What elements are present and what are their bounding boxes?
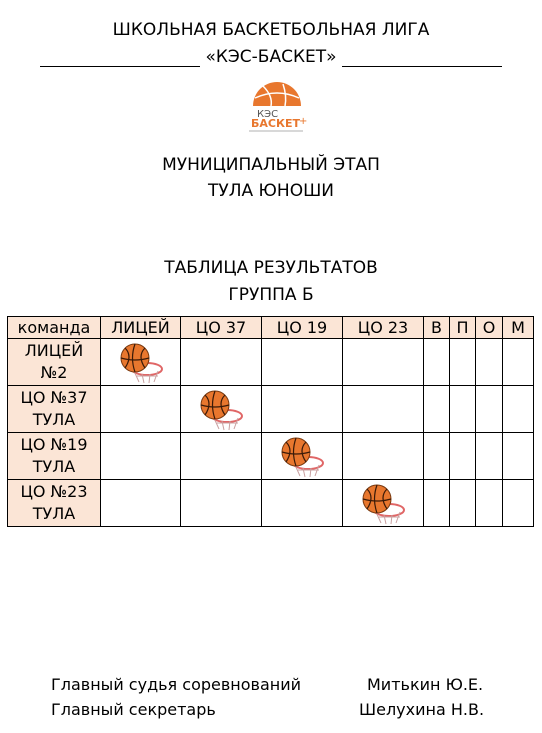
kes-basket-logo — [243, 78, 311, 134]
basketball-hoop-icon — [276, 434, 328, 478]
league-name: «КЭС-БАСКЕТ» — [205, 47, 337, 67]
basketball-hoop-icon — [195, 387, 247, 431]
team-name: ЦО №37 — [20, 388, 88, 407]
header-losses: П — [450, 317, 476, 339]
team-number: №2 — [40, 363, 68, 382]
diagonal-cell — [343, 480, 424, 527]
score-cell — [181, 433, 262, 480]
score-cell — [262, 480, 343, 527]
header-wins: В — [424, 317, 450, 339]
league-title: ШКОЛЬНАЯ БАСКЕТБОЛЬНАЯ ЛИГА — [112, 20, 430, 40]
team-city: ТУЛА — [32, 504, 76, 523]
svg-text:+: + — [299, 116, 308, 127]
header-points: О — [476, 317, 503, 339]
losses-cell — [450, 386, 476, 433]
blank-line-right — [342, 50, 502, 67]
wins-cell — [424, 339, 450, 386]
table-row — [8, 386, 534, 433]
team-cell — [8, 339, 101, 386]
header-licey: ЛИЦЕЙ — [101, 317, 181, 339]
score-cell — [181, 339, 262, 386]
team-name: ЦО №23 — [20, 482, 88, 501]
league-name-line — [0, 47, 542, 67]
header-place: М — [503, 317, 534, 339]
losses-cell — [450, 339, 476, 386]
score-cell — [101, 386, 181, 433]
score-cell — [181, 480, 262, 527]
table-row — [8, 480, 534, 527]
losses-cell — [450, 433, 476, 480]
results-table — [7, 316, 534, 527]
secretary-label: Главный секретарь — [51, 700, 216, 719]
logo-text-top: КЭС — [257, 109, 279, 120]
table-row — [8, 339, 534, 386]
score-cell — [262, 386, 343, 433]
group-title: ГРУППА Б — [228, 285, 314, 305]
team-cell — [8, 386, 101, 433]
basketball-hoop-icon — [357, 481, 409, 525]
wins-cell — [424, 386, 450, 433]
header-team: команда — [8, 317, 101, 339]
diagonal-cell — [181, 386, 262, 433]
team-city: ТУЛА — [32, 410, 76, 429]
score-cell — [101, 433, 181, 480]
points-cell — [476, 339, 503, 386]
blank-line-left — [40, 50, 200, 67]
diagonal-cell — [101, 339, 181, 386]
score-cell — [343, 433, 424, 480]
table-title: ТАБЛИЦА РЕЗУЛЬТАТОВ — [164, 258, 378, 278]
stage-subtitle: ТУЛА ЮНОШИ — [208, 181, 334, 201]
points-cell — [476, 480, 503, 527]
score-cell — [343, 386, 424, 433]
team-city: ТУЛА — [32, 457, 76, 476]
diagonal-cell — [262, 433, 343, 480]
team-cell — [8, 433, 101, 480]
stage-title: МУНИЦИПАЛЬНЫЙ ЭТАП — [162, 155, 380, 175]
score-cell — [262, 339, 343, 386]
wins-cell — [424, 480, 450, 527]
points-cell — [476, 433, 503, 480]
secretary-name: Шелухина Н.В. — [359, 700, 485, 719]
score-cell — [101, 480, 181, 527]
table-row — [8, 433, 534, 480]
chief-judge-label: Главный судья соревнований — [51, 675, 302, 694]
logo-text-bottom: БАСКЕТ — [251, 117, 300, 130]
chief-judge-name: Митькин Ю.Е. — [367, 675, 484, 694]
wins-cell — [424, 433, 450, 480]
place-cell — [503, 480, 534, 527]
header-co37: ЦО 37 — [181, 317, 262, 339]
header-co23: ЦО 23 — [343, 317, 424, 339]
losses-cell — [450, 480, 476, 527]
place-cell — [503, 386, 534, 433]
place-cell — [503, 339, 534, 386]
table-header-row — [8, 317, 534, 339]
place-cell — [503, 433, 534, 480]
basketball-hoop-icon — [115, 340, 167, 384]
score-cell — [343, 339, 424, 386]
points-cell — [476, 386, 503, 433]
team-name: ЦО №19 — [20, 435, 88, 454]
team-name: ЛИЦЕЙ — [24, 341, 84, 360]
header-co19: ЦО 19 — [262, 317, 343, 339]
team-cell — [8, 480, 101, 527]
